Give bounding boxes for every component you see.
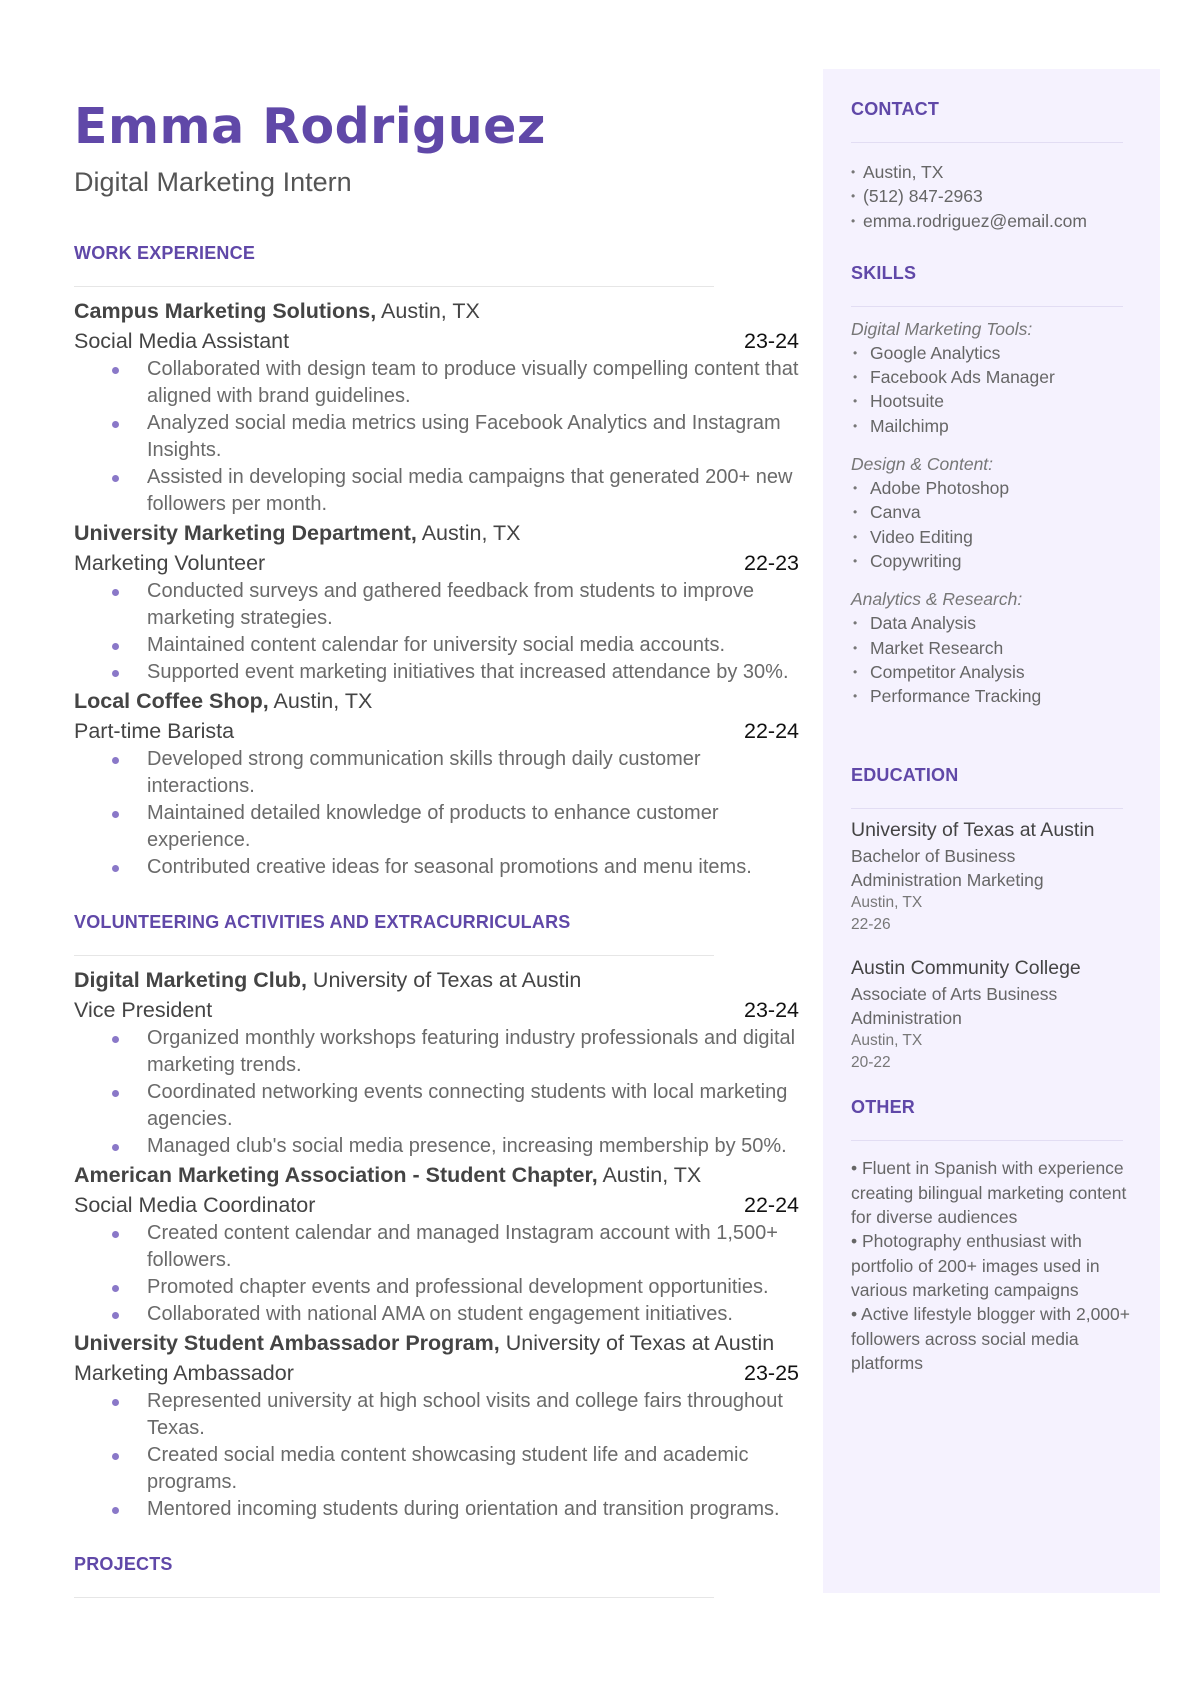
experience-entry <box>74 686 799 881</box>
contact-email: • emma.rodriguez@email.com <box>851 209 1130 233</box>
other-section <box>851 1096 1130 1375</box>
entry-date: 22-23 <box>744 551 799 575</box>
section-divider <box>74 955 714 956</box>
skills-section <box>851 262 1130 709</box>
bullet-item: Coordinated networking events connecting students with local marketing agencies. <box>74 1079 799 1133</box>
bullet-list <box>74 746 799 881</box>
entry-org: Digital Marketing Club, <box>74 968 307 992</box>
entry-location: University of Texas at Austin <box>499 1331 775 1355</box>
main-column <box>74 96 799 1598</box>
skill-item: • Google Analytics <box>851 341 1130 365</box>
volunteer-entry <box>74 1160 799 1328</box>
section-heading: SKILLS <box>851 262 917 283</box>
skill-item: • Mailchimp <box>851 414 1130 438</box>
section-heading: CONTACT <box>851 99 940 119</box>
section-divider <box>851 306 1123 307</box>
volunteer-entry <box>74 1328 799 1523</box>
section-divider <box>851 142 1123 143</box>
entry-date: 23-24 <box>744 329 799 353</box>
volunteer-entry <box>74 965 799 1160</box>
skill-item: • Canva <box>851 500 1130 524</box>
role-row <box>74 995 799 1025</box>
bullet-item: Supported event marketing initiatives that increased attendance by 30%. <box>74 659 799 686</box>
skill-item: • Competitor Analysis <box>851 660 1130 684</box>
entry-heading <box>74 686 799 716</box>
entry-heading <box>74 1160 799 1190</box>
work-experience-section <box>74 242 799 881</box>
section-heading: OTHER <box>851 1097 915 1118</box>
role-row <box>74 716 799 746</box>
bullet-item: Conducted surveys and gathered feedback from students to improve marketing strategies. <box>74 578 799 632</box>
entry-heading <box>74 296 799 326</box>
entry-role: Part-time Barista <box>74 719 235 743</box>
contact-phone: • (512) 847-2963 <box>851 184 1130 208</box>
entry-location: Austin, TX <box>376 299 480 323</box>
skill-category: Digital Marketing Tools: <box>851 318 1033 339</box>
section-divider <box>851 1140 1123 1141</box>
edu-dates: 22-26 <box>851 916 891 934</box>
bullet-item: Analyzed social media metrics using Facebook Analytics and Instagram Insights. <box>74 410 799 464</box>
edu-school: Austin Community College <box>851 957 1081 980</box>
other-item: • Fluent in Spanish with experience creating bilingual marketing content for diverse audiences <box>851 1158 1127 1228</box>
role-row <box>74 548 799 578</box>
education-section <box>851 764 1130 1074</box>
skill-list <box>851 611 1130 708</box>
entry-role: Marketing Volunteer <box>74 551 266 575</box>
bullet-item: Contributed creative ideas for seasonal promotions and menu items. <box>74 854 799 881</box>
skill-item: • Video Editing <box>851 525 1130 549</box>
bullet-list <box>74 578 799 686</box>
bullet-item: Collaborated with national AMA on student engagement initiatives. <box>74 1301 799 1328</box>
skill-item: • Data Analysis <box>851 611 1130 635</box>
entry-org: Local Coffee Shop, <box>74 689 269 713</box>
other-item: • Photography enthusiast with portfolio of 200+ images used in various marketing campaigns <box>851 1231 1100 1300</box>
entry-org: University Marketing Department, <box>74 521 417 545</box>
sidebar <box>823 69 1160 1593</box>
experience-entry <box>74 296 799 518</box>
edu-degree: Administration Marketing <box>851 870 1044 891</box>
section-heading: WORK EXPERIENCE <box>74 243 256 263</box>
experience-entry <box>74 518 799 686</box>
entry-org: University Student Ambassador Program, <box>74 1331 500 1355</box>
bullet-item: Promoted chapter events and professional development opportunities. <box>74 1274 799 1301</box>
contact-location: • Austin, TX <box>851 160 1130 184</box>
entry-heading <box>74 518 799 548</box>
entry-date: 22-24 <box>744 1193 799 1217</box>
candidate-title: Digital Marketing Intern <box>74 167 352 197</box>
other-item: • Active lifestyle blogger with 2,000+ followers across social media platforms <box>851 1304 1130 1373</box>
skill-list <box>851 341 1130 438</box>
skill-item: • Market Research <box>851 636 1130 660</box>
bullet-list <box>74 356 799 518</box>
entry-location: Austin, TX <box>268 689 373 713</box>
bullet-item: Managed club's social media presence, increasing membership by 50%. <box>74 1133 799 1160</box>
bullet-item: Maintained content calendar for university social media accounts. <box>74 632 799 659</box>
skill-item: • Copywriting <box>851 549 1130 573</box>
bullet-item: Developed strong communication skills through daily customer interactions. <box>74 746 799 800</box>
section-divider <box>851 808 1123 809</box>
entry-date: 23-25 <box>744 1361 799 1385</box>
skill-item: • Performance Tracking <box>851 684 1130 708</box>
education-entry <box>851 955 1130 1074</box>
entry-role: Vice President <box>74 998 213 1022</box>
skill-item: • Hootsuite <box>851 389 1130 413</box>
entry-role: Marketing Ambassador <box>74 1361 294 1385</box>
contact-list <box>851 160 1130 233</box>
entry-location: University of Texas at Austin <box>306 968 582 992</box>
education-entry <box>851 817 1130 936</box>
contact-section <box>851 98 1130 233</box>
entry-location: Austin, TX <box>416 521 521 545</box>
bullet-item: Maintained detailed knowledge of products to enhance customer experience. <box>74 800 799 854</box>
section-heading: PROJECTS <box>74 1554 173 1574</box>
skill-category: Design & Content: <box>851 454 994 475</box>
bullet-item: Created social media content showcasing student life and academic programs. <box>74 1442 799 1496</box>
entry-role: Social Media Coordinator <box>74 1193 316 1217</box>
entry-role: Social Media Assistant <box>74 329 290 353</box>
bullet-list <box>74 1025 799 1160</box>
edu-degree: Bachelor of Business <box>851 846 1016 867</box>
other-list <box>851 1156 1130 1375</box>
volunteering-section <box>74 911 799 1523</box>
bullet-item: Collaborated with design team to produce visually compelling content that aligned with brand guidelines. <box>74 356 799 410</box>
role-row <box>74 1190 799 1220</box>
bullet-item: Assisted in developing social media campaigns that generated 200+ new followers per month. <box>74 464 799 518</box>
bullet-item: Organized monthly workshops featuring industry professionals and digital marketing trends. <box>74 1025 799 1079</box>
section-divider <box>74 1597 714 1598</box>
skill-list <box>851 476 1130 573</box>
bullet-item: Represented university at high school visits and college fairs throughout Texas. <box>74 1388 799 1442</box>
bullet-list <box>74 1388 799 1523</box>
section-divider <box>74 286 714 287</box>
entry-date: 23-24 <box>744 998 799 1022</box>
entry-org: Campus Marketing Solutions, <box>74 299 377 323</box>
edu-degree: Associate of Arts Business <box>851 984 1058 1005</box>
edu-location: Austin, TX <box>851 894 923 912</box>
section-heading: VOLUNTEERING ACTIVITIES AND EXTRACURRICULARS <box>74 912 571 932</box>
skill-item: • Facebook Ads Manager <box>851 365 1130 389</box>
entry-location: Austin, TX <box>597 1163 702 1187</box>
skill-category: Analytics & Research: <box>851 589 1023 610</box>
edu-school: University of Texas at Austin <box>851 819 1095 842</box>
bullet-list <box>74 1220 799 1328</box>
edu-location: Austin, TX <box>851 1032 923 1050</box>
entry-org: American Marketing Association - Student Chapter, <box>74 1163 598 1187</box>
entry-heading <box>74 965 799 995</box>
role-row <box>74 326 799 356</box>
entry-heading <box>74 1328 799 1358</box>
entry-date: 22-24 <box>744 719 799 743</box>
edu-degree: Administration <box>851 1008 962 1029</box>
bullet-item: Mentored incoming students during orientation and transition programs. <box>74 1496 799 1523</box>
role-row <box>74 1358 799 1388</box>
bullet-item: Created content calendar and managed Instagram account with 1,500+ followers. <box>74 1220 799 1274</box>
skill-item: • Adobe Photoshop <box>851 476 1130 500</box>
edu-dates: 20-22 <box>851 1054 891 1072</box>
projects-section <box>74 1553 799 1598</box>
candidate-name: Emma Rodriguez <box>74 98 546 155</box>
section-heading: EDUCATION <box>851 765 959 786</box>
